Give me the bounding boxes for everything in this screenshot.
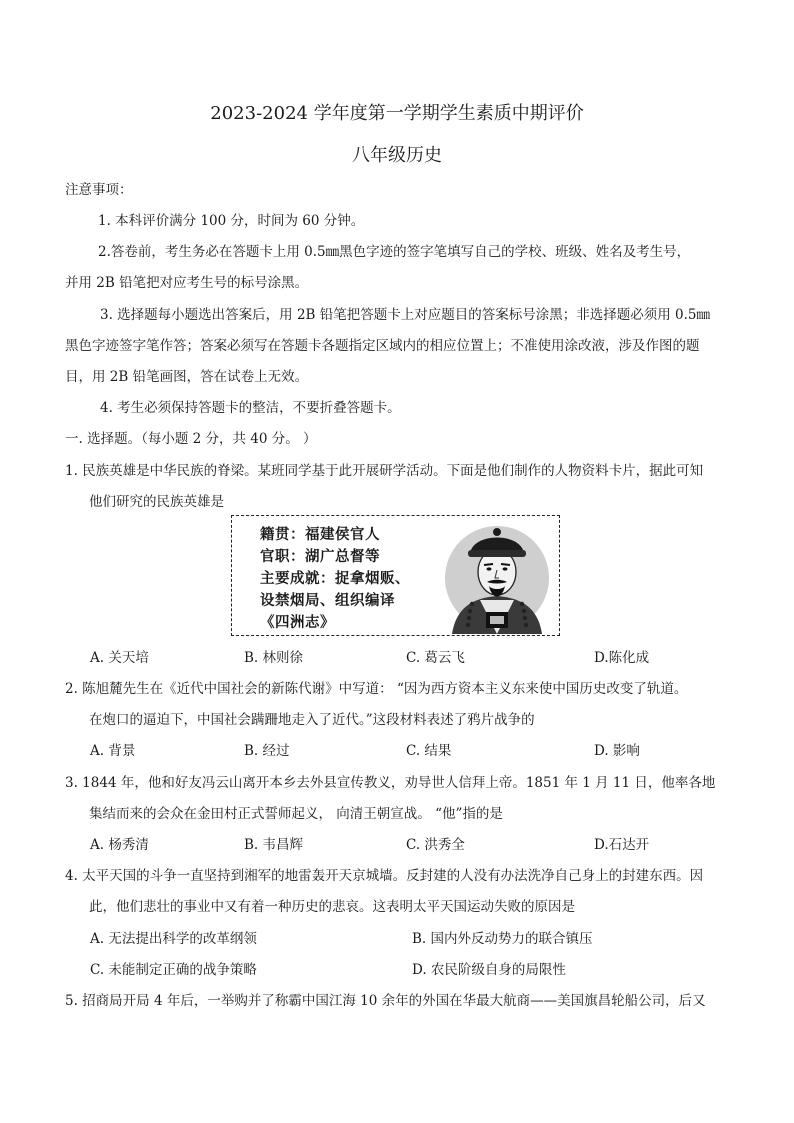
note-2-line-2: 并用 2B 铅笔把对应考生号的标号涂黑。	[65, 275, 309, 291]
question-3-option-d: D.石达开	[594, 837, 650, 853]
card-line-2: 官职：湖广总督等	[260, 548, 380, 565]
card-line-5: 《四洲志》	[260, 614, 335, 631]
question-1-line-2: 他们研究的民族英雄是	[89, 494, 224, 510]
question-1-line-1: 1. 民族英雄是中华民族的脊梁。某班同学基于此开展研学活动。下面是他们制作的人物资料卡片，据此可知	[65, 463, 704, 479]
question-2-line-2: 在炮口的逼迫下，中国社会蹒跚地走入了近代。”这段材料表述了鸦片战争的	[89, 712, 535, 728]
note-4: 4. 考生必须保持答题卡的整洁，不要折叠答题卡。	[100, 400, 401, 416]
notes-heading: 注意事项：	[65, 182, 133, 198]
question-3-option-b: B. 韦昌辉	[244, 837, 304, 853]
section-heading: 一. 选择题。（每小题 2 分，共 40 分。 ）	[65, 431, 317, 447]
question-3-line-1: 3. 1844 年，他和好友冯云山离开本乡去外县宣传教义，劝导世人信拜上帝。1851 年 1 月 11 日，他率各地	[65, 775, 716, 791]
question-4-option-a: A. 无法提出科学的改革纲领	[90, 931, 257, 947]
question-3-option-c: C. 洪秀全	[406, 837, 465, 853]
question-3-line-2: 集结而来的会众在金田村正式誓师起义， 向清王朝宣战。 “他”指的是	[89, 806, 503, 822]
note-3-line-1: 3. 选择题每小题选出答案后，用 2B 铅笔把答题卡上对应题目的答案标号涂黑；非选择题必须用 0.5㎜	[100, 307, 711, 323]
page-subtitle: 八年级历史	[352, 145, 442, 166]
portrait-image	[442, 520, 552, 634]
question-4-option-c: C. 未能制定正确的战争策略	[90, 962, 257, 978]
question-1-option-a: A. 关天培	[90, 650, 149, 666]
question-4-line-2: 此，他们悲壮的事业中又有着一种历史的悲哀。这表明太平天国运动失败的原因是	[89, 899, 575, 915]
question-5-line-1: 5. 招商局开局 4 年后，一举购并了称霸中国江海 10 余年的外国在华最大航商——美国旗昌轮船公司，后又	[65, 993, 706, 1009]
profile-card	[231, 515, 560, 636]
note-3-line-3: 目，用 2B 铅笔画图，答在试卷上无效。	[65, 369, 309, 385]
question-3-option-a: A. 杨秀清	[90, 837, 149, 853]
question-2-option-a: A. 背景	[90, 743, 136, 759]
card-line-1: 籍贯：福建侯官人	[260, 526, 380, 543]
question-2-option-c: C. 结果	[406, 743, 452, 759]
question-2-option-b: B. 经过	[244, 743, 290, 759]
question-4-option-d: D. 农民阶级自身的局限性	[412, 962, 566, 978]
question-2-line-1: 2. 陈旭麓先生在《近代中国社会的新陈代谢》中写道： “因为西方资本主义东来使中国历史改变了轨道。	[65, 681, 688, 697]
question-4-option-b: B. 国内外反动势力的联合镇压	[412, 931, 593, 947]
note-2-line-1: 2.答卷前，考生务必在答题卡上用 0.5㎜黑色字迹的签字笔填写自己的学校、班级、姓名及考生号，	[98, 244, 691, 260]
page-title: 2023-2024 学年度第一学期学生素质中期评价	[210, 103, 584, 124]
note-1: 1. 本科评价满分 100 分，时间为 60 分钟。	[98, 213, 365, 229]
question-1-option-c: C. 葛云飞	[406, 650, 465, 666]
card-line-4: 设禁烟局、组织编译	[260, 592, 395, 609]
question-1-option-d: D.陈化成	[594, 650, 650, 666]
question-4-line-1: 4. 太平天国的斗争一直坚持到湘军的地雷轰开天京城墙。反封建的人没有办法洗净自己身上的封建东西。因	[65, 868, 704, 884]
question-2-option-d: D. 影响	[594, 743, 640, 759]
question-1-option-b: B. 林则徐	[244, 650, 304, 666]
note-3-line-2: 黑色字迹签字笔作答；答案必须写在答题卡各题指定区域内的相应位置上；不准使用涂改液，涉及作图的题	[65, 338, 700, 354]
card-line-3: 主要成就：捉拿烟贩、	[260, 570, 410, 587]
